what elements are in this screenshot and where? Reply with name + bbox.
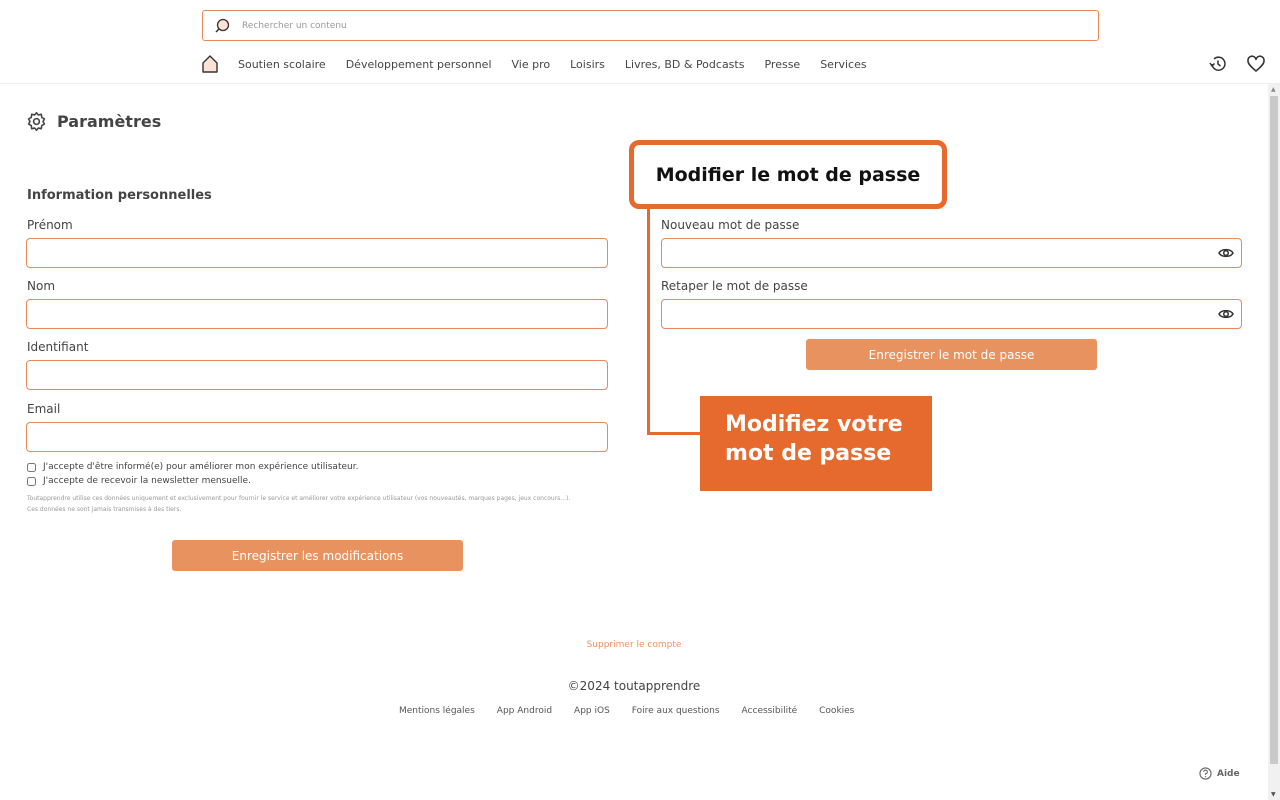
newsletter-row[interactable]	[27, 476, 251, 486]
newsletter-label: J'accepte de recevoir la newsletter mensuelle.	[43, 476, 251, 486]
new-password-label: Nouveau mot de passe	[661, 218, 800, 232]
confirm-password-label: Retaper le mot de passe	[661, 279, 808, 293]
footer-link-faq[interactable]: Foire aux questions	[631, 706, 720, 716]
first-name-input[interactable]	[27, 239, 607, 267]
nav-vie-pro[interactable]: Vie pro	[511, 57, 551, 71]
consent-experience-row[interactable]	[27, 462, 358, 472]
email-label: Email	[27, 402, 61, 416]
copyright: ©2024 toutapprendre	[567, 679, 701, 693]
username-field[interactable]	[26, 360, 608, 390]
help-label: Aide	[1217, 768, 1240, 779]
last-name-field[interactable]	[26, 299, 608, 329]
personal-info-title: Information personnelles	[27, 188, 212, 203]
page-title-text: Paramètres	[57, 112, 162, 131]
username-label: Identifiant	[27, 340, 89, 354]
search-input[interactable]	[242, 21, 1098, 31]
privacy-note-line1: Toutapprendre utilise ces données uniquement et exclusivement pour fournir le service et améliorer votre expérience utilisateur (vos nouveautés, marques pages, jeux concours...).	[27, 495, 571, 502]
save-changes-button[interactable]: Enregistrer les modifications	[172, 540, 463, 571]
header	[0, 0, 1280, 84]
new-password-field[interactable]	[661, 238, 1242, 268]
gear-icon	[26, 111, 47, 132]
last-name-input[interactable]	[27, 300, 607, 328]
eye-icon[interactable]	[1218, 307, 1234, 321]
scroll-down-arrow[interactable]: ▼	[1271, 791, 1276, 798]
password-section-title: Modifier le mot de passe	[655, 163, 921, 186]
footer-link-accessibilite[interactable]: Accessibilité	[741, 706, 798, 716]
confirm-password-input[interactable]	[662, 300, 1241, 328]
question-icon	[1199, 767, 1212, 780]
annotation-connector-vertical	[647, 209, 650, 435]
search-bar[interactable]	[202, 10, 1099, 41]
home-icon[interactable]	[200, 54, 220, 74]
new-password-input[interactable]	[662, 239, 1241, 267]
page-title	[26, 111, 161, 132]
first-name-field[interactable]	[26, 238, 608, 268]
consent-experience-checkbox[interactable]	[27, 463, 36, 472]
last-name-label: Nom	[27, 279, 56, 293]
nav-developpement-personnel[interactable]: Développement personnel	[345, 57, 492, 71]
first-name-label: Prénom	[27, 218, 73, 232]
confirm-password-field[interactable]	[661, 299, 1242, 329]
annotation-label-line1: Modifiez votre	[725, 412, 903, 437]
nav-presse[interactable]: Presse	[764, 57, 801, 71]
scrollbar-thumb[interactable]	[1270, 96, 1278, 764]
nav-soutien-scolaire[interactable]: Soutien scolaire	[238, 57, 326, 71]
email-input[interactable]	[27, 423, 607, 451]
scroll-up-arrow[interactable]: ▲	[1271, 86, 1276, 93]
main-nav	[200, 53, 887, 75]
username-input[interactable]	[27, 361, 607, 389]
privacy-note-line2: Ces données ne sont jamais transmises à des tiers.	[27, 506, 182, 513]
save-password-button[interactable]: Enregistrer le mot de passe	[806, 339, 1097, 370]
page-scrollbar[interactable]	[1268, 84, 1280, 800]
annotation-label-line2: mot de passe	[725, 441, 892, 466]
privacy-note	[27, 493, 597, 515]
footer-link-app-android[interactable]: App Android	[496, 706, 553, 716]
search-icon	[214, 18, 230, 34]
footer-link-cookies[interactable]: Cookies	[819, 706, 855, 716]
header-icons	[1208, 54, 1266, 74]
password-section-title-highlight	[629, 140, 947, 209]
email-field[interactable]	[26, 422, 608, 452]
help-button[interactable]	[1199, 767, 1240, 780]
newsletter-checkbox[interactable]	[27, 477, 36, 486]
delete-account-link[interactable]: Supprimer le compte	[586, 640, 682, 650]
heart-icon[interactable]	[1246, 54, 1266, 74]
history-icon[interactable]	[1208, 54, 1228, 74]
eye-icon[interactable]	[1218, 246, 1234, 260]
footer-links	[399, 706, 854, 716]
footer-link-mentions-legales[interactable]: Mentions légales	[399, 706, 475, 716]
nav-loisirs[interactable]: Loisirs	[570, 57, 605, 71]
annotation-connector-horizontal	[647, 432, 702, 435]
annotation-label	[700, 396, 932, 491]
consent-experience-label: J'accepte d'être informé(e) pour améliorer mon expérience utilisateur.	[43, 462, 359, 472]
nav-livres-bd-podcasts[interactable]: Livres, BD & Podcasts	[624, 57, 745, 71]
footer-link-app-ios[interactable]: App iOS	[574, 706, 610, 716]
nav-services[interactable]: Services	[820, 57, 867, 71]
